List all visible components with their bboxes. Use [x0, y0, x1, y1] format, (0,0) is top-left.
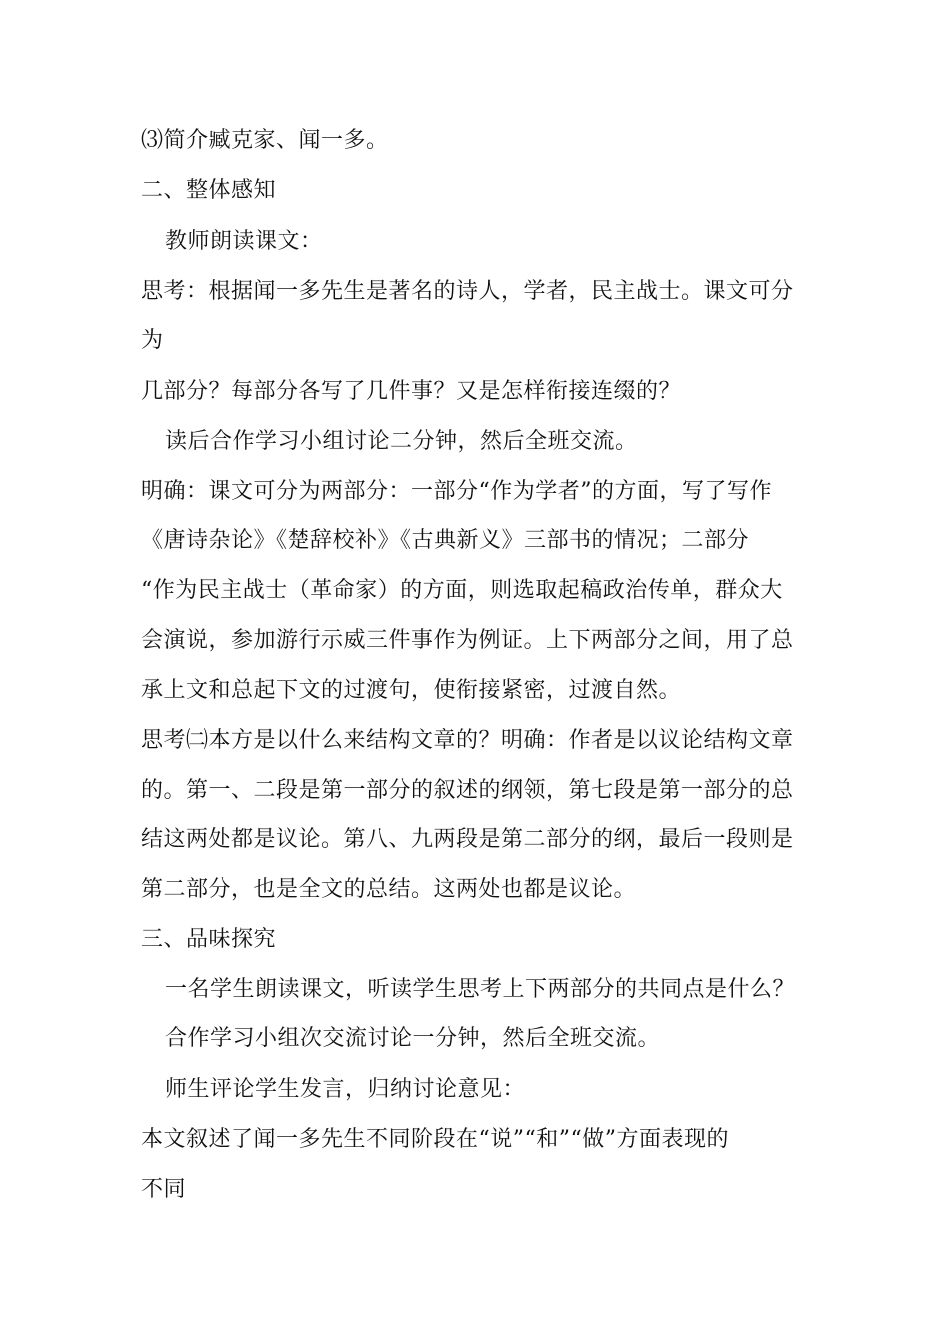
text-line: 不同: [141, 1177, 187, 1202]
text-line: 第二部分，也是全文的总结。这两处也都是议论。: [141, 877, 637, 902]
text-line: 师生评论学生发言，归纳讨论意见：: [165, 1077, 526, 1102]
text-line: 《唐诗杂论》《楚辞校补》《古典新义》三部书的情况；二部分: [141, 528, 750, 553]
text-line: 合作学习小组次交流讨论一分钟，然后全班交流。: [165, 1026, 661, 1051]
text-line: 为: [141, 328, 164, 353]
text-line: ⑶简介臧克家、闻一多。: [141, 128, 389, 153]
text-line: 结这两处都是议论。第八、九两段是第二部分的纲，最后一段则是: [141, 827, 794, 852]
text-line: 思考：根据闻一多先生是著名的诗人，学者，民主战士。课文可分: [141, 279, 794, 304]
section-heading: 三、品味探究: [141, 927, 277, 952]
text-line: 的。第一、二段是第一部分的叙述的纲领，第七段是第一部分的总: [141, 778, 794, 803]
text-line: 思考㈡本方是以什么来结构文章的？明确：作者是以议论结构文章: [141, 728, 794, 753]
text-line: 几部分？每部分各写了几件事？又是怎样衔接连缀的？: [141, 379, 682, 404]
text-line: 会演说，参加游行示威三件事作为例证。上下两部分之间，用了总: [141, 628, 794, 653]
text-line: 明确：课文可分为两部分：一部分“作为学者”的方面，写了写作: [141, 479, 772, 504]
text-line: “作为民主战士（革命家）的方面，则选取起稿政治传单，群众大: [141, 578, 783, 603]
text-line: 本文叙述了闻一多先生不同阶段在“说”“和”“做”方面表现的: [141, 1127, 729, 1152]
section-heading: 二、整体感知: [141, 178, 277, 203]
text-line: 教师朗读课文：: [165, 229, 323, 254]
text-line: 承上文和总起下文的过渡句，使衔接紧密，过渡自然。: [141, 678, 682, 703]
text-line: 读后合作学习小组讨论二分钟，然后全班交流。: [165, 429, 638, 454]
text-line: 一名学生朗读课文，听读学生思考上下两部分的共同点是什么？: [165, 977, 796, 1002]
